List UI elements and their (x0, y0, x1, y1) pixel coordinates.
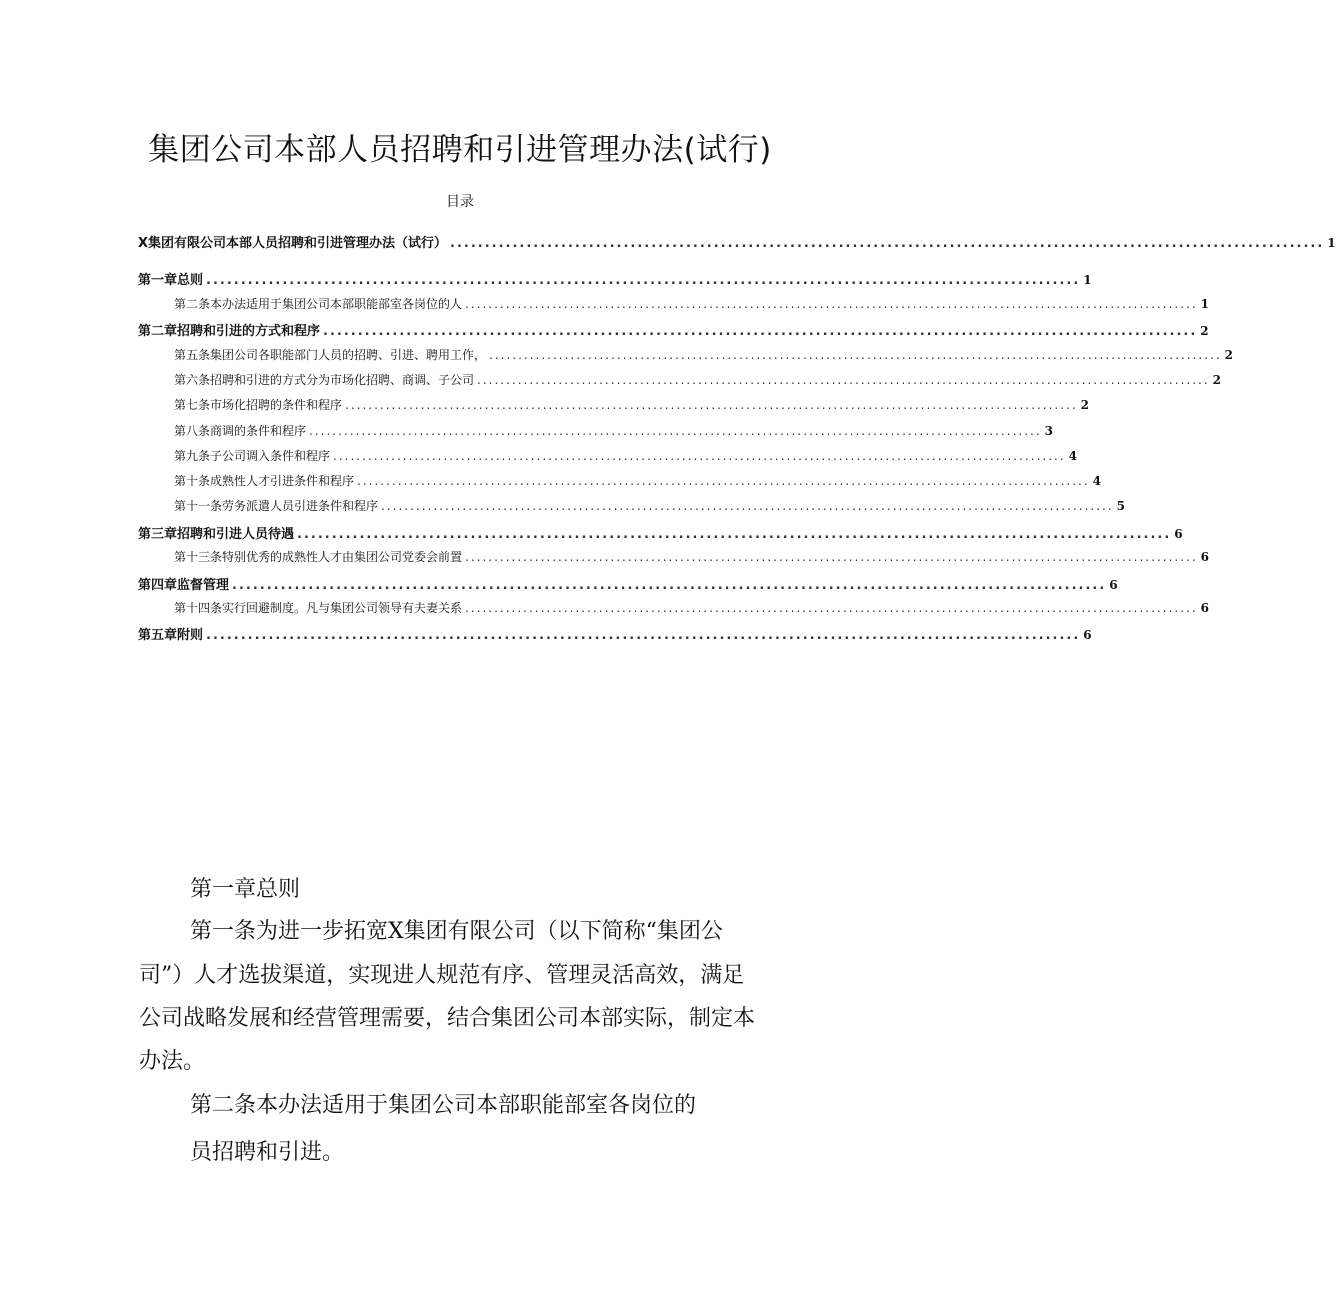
article-1-line: 司”）人才选拔渠道，实现进人规范有序、管理灵活高效，满足 (139, 963, 745, 988)
toc-entry-label: 第五章附则 (138, 628, 204, 643)
article-2-line: 第二条本办法适用于集团公司本部职能部室各岗位的 (190, 1093, 697, 1118)
toc-page-number: 6 (1200, 550, 1209, 564)
toc-page-number: 1 (1327, 236, 1336, 250)
toc-leader-dots: .............................................................................................................................. (206, 273, 1081, 288)
toc-page-number: 6 (1083, 628, 1092, 642)
toc-entry-label: 第四章监督管理 (138, 578, 230, 593)
toc-entry-label: 第三章招聘和引进人员待遇 (138, 527, 295, 542)
toc-page-number: 2 (1080, 398, 1089, 412)
toc-leader-dots: .............................................................................................................................. (333, 449, 1066, 463)
toc-entry[interactable] (174, 548, 1209, 565)
toc-entry[interactable] (138, 269, 1092, 288)
toc-leader-dots: .............................................................................................................................. (323, 324, 1198, 339)
toc-entry[interactable] (174, 371, 1221, 388)
toc-leader-dots: .............................................................................................................................. (232, 578, 1107, 593)
toc-entry[interactable] (174, 396, 1089, 413)
toc-entry[interactable] (174, 422, 1053, 439)
document-title: 集团公司本部人员招聘和引进管理办法(试行) (148, 132, 772, 168)
toc-page-number: 1 (1083, 273, 1092, 287)
toc-entry-label: 第七条市场化招聘的条件和程序 (174, 398, 343, 412)
toc-leader-dots: .............................................................................................................................. (381, 499, 1114, 513)
toc-entry-label: 第十三条特别优秀的成熟性人才由集团公司党委会前置 (174, 550, 463, 564)
toc-leader-dots: .............................................................................................................................. (489, 348, 1222, 362)
toc-page-number: 6 (1109, 578, 1118, 592)
toc-page-number: 1 (1200, 297, 1209, 311)
toc-entry[interactable] (174, 346, 1233, 363)
toc-entry-label: 第六条招聘和引进的方式分为市场化招聘、商调、子公司 (174, 373, 475, 387)
toc-entry-label: X集团有限公司本部人员招聘和引进管理办法（试行） (138, 236, 448, 251)
toc-entry[interactable] (138, 523, 1183, 542)
toc-entry[interactable] (138, 574, 1118, 593)
article-1-line: 办法。 (139, 1049, 206, 1074)
article-2-line: 员招聘和引进。 (190, 1140, 345, 1165)
toc-entry-label: 第十一条劳务派遣人员引进条件和程序 (174, 499, 379, 513)
article-1-line: 公司战略发展和经营管理需要，结合集团公司本部实际，制定本 (139, 1006, 756, 1031)
toc-page-number: 6 (1174, 527, 1183, 541)
toc-leader-dots: .............................................................................................................................. (465, 297, 1198, 311)
toc-leader-dots: .............................................................................................................................. (206, 628, 1081, 643)
toc-leader-dots: .............................................................................................................................. (465, 550, 1198, 564)
toc-entry-label: 第十条成熟性人才引进条件和程序 (174, 474, 355, 488)
toc-entry[interactable] (174, 497, 1125, 514)
toc-page-number: 2 (1212, 373, 1221, 387)
toc-leader-dots: .............................................................................................................................. (345, 398, 1078, 412)
toc-heading: 目录 (446, 194, 474, 210)
toc-entry[interactable] (174, 472, 1101, 489)
toc-page-number: 3 (1044, 424, 1053, 438)
toc-entry[interactable] (138, 232, 1336, 251)
toc-page-number: 6 (1200, 601, 1209, 615)
toc-page-number: 4 (1092, 474, 1101, 488)
toc-entry-label: 第五条集团公司各职能部门人员的招聘、引进、聘用工作， (174, 348, 487, 362)
toc-entry-label: 第九条子公司调入条件和程序 (174, 449, 331, 463)
toc-page-number: 4 (1068, 449, 1077, 463)
toc-entry-label: 第八条商调的条件和程序 (174, 424, 307, 438)
toc-leader-dots: .............................................................................................................................. (477, 373, 1210, 387)
toc-leader-dots: .............................................................................................................................. (309, 424, 1042, 438)
toc-entry-label: 第十四条实行回避制度。凡与集团公司领导有夫妻关系 (174, 601, 463, 615)
toc-page-number: 2 (1224, 348, 1233, 362)
toc-page-number: 2 (1200, 324, 1209, 338)
toc-entry[interactable] (174, 599, 1209, 616)
toc-leader-dots: .............................................................................................................................. (465, 601, 1198, 615)
toc-leader-dots: .............................................................................................................................. (297, 527, 1172, 542)
toc-leader-dots: .............................................................................................................................. (450, 236, 1325, 251)
toc-entry[interactable] (174, 295, 1209, 312)
toc-entry[interactable] (138, 624, 1092, 643)
toc-entry[interactable] (138, 320, 1209, 339)
article-1-line: 第一条为进一步拓宽X集团有限公司（以下简称“集团公 (190, 919, 723, 944)
toc-entry-label: 第二章招聘和引进的方式和程序 (138, 324, 321, 339)
toc-page-number: 5 (1116, 499, 1125, 513)
chapter-heading: 第一章总则 (190, 877, 301, 902)
toc-leader-dots: .............................................................................................................................. (357, 474, 1090, 488)
toc-entry[interactable] (174, 447, 1077, 464)
toc-entry-label: 第一章总则 (138, 273, 204, 288)
toc-entry-label: 第二条本办法适用于集团公司本部职能部室各岗位的人 (174, 297, 463, 311)
